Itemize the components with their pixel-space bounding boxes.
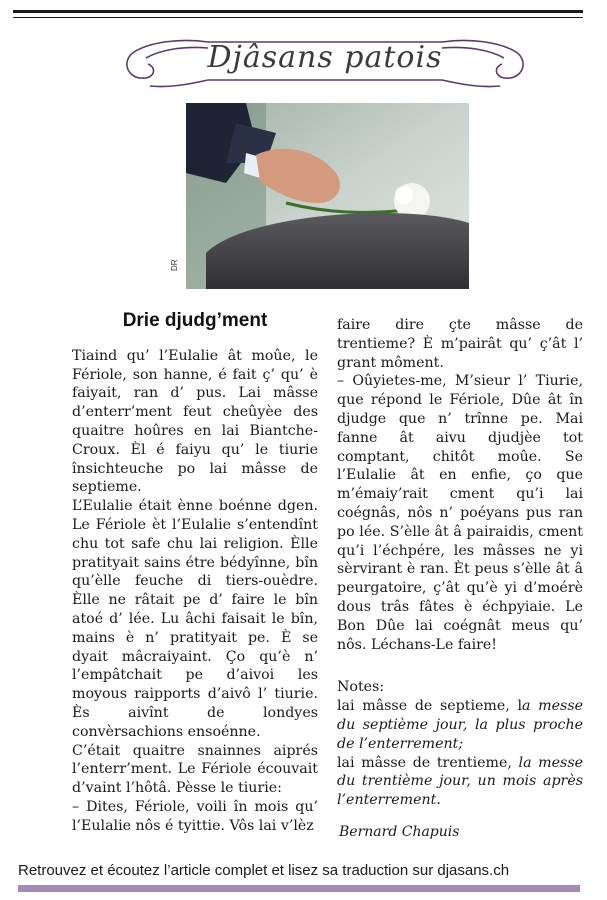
note-1-definition: a messe du septième jour, la plus proche de l’enterrement; xyxy=(337,698,583,752)
note-2-term: lai mâsse de trentieme, xyxy=(337,754,519,771)
article-column-right xyxy=(337,316,583,810)
article-column-left xyxy=(72,302,318,836)
article-paragraph-4-continued: faire dire çte mâsse de trentieme? È m’pairât qu’ ç’ât l’ grant môment. xyxy=(337,317,583,371)
top-rule-thick xyxy=(13,10,583,13)
article-paragraph-4: – Dites, Fériole, voili în mois qu’ l’Eulalie nôs é tyittie. Vôs lai v’lèz xyxy=(72,798,318,834)
photo-credit: DR xyxy=(170,259,179,271)
author-name: Bernard Chapuis xyxy=(339,824,460,840)
notes-label: Notes: xyxy=(337,679,385,696)
note-2 xyxy=(337,754,583,810)
note-1 xyxy=(337,697,583,753)
note-2-definition: la messe du trentième jour, un mois après l’enterrement. xyxy=(337,754,583,809)
top-rule-thin xyxy=(13,17,583,18)
masthead xyxy=(120,28,530,94)
footer-accent-bar xyxy=(18,885,580,892)
article-paragraph-3: C’était quaitre snainnes aiprés l’enterr’ment. Le Fériole écouvait d’vaint l’hôtâ. Pèsse le tiurie: xyxy=(72,742,318,797)
note-1-term: lai mâsse de septieme, l xyxy=(337,698,523,715)
article-photo xyxy=(186,103,469,289)
article-author xyxy=(337,824,583,840)
article-paragraph-5: – Oûyietes-me, M’sieur l’ Tiurie, que répond le Fériole, Dûe ât în djudge que n’ trînne pe. Mai fanne ât aivu djudjèe tot comptant, chitôt moûe. Se l’Eulalie ât en enfie, ço que m’émaiy’rait cment qu’i lai coégnâs, nôs n’ poéyans pus ran po lée. S’èlle ât â pairaidis, cment qu’i l’échpére, les mâsses ne yi sèrvirant è ran. Èt peus s’èlle ât â peurgatoire, ç’ât qu’è yi d’moérè dous trâs fâtes è échpyiaie. Le Bon Dûe lai coégnât meus qu’ nôs. Léchans-Le faire! xyxy=(337,373,583,653)
article-paragraph-1: Tiaind qu’ l’Eulalie ât moûe, le Fériole, son hanne, é fait ç’ qu’ è faiyait, ran d’ pus. Lai mâsse d’enterr’ment feut cheûyèe des quaitre hoûres en lai Biantche-Croux. Èl é faiyu qu’ le tiurie însichteuche po lai mâsse de septieme. xyxy=(72,347,318,496)
article-headline: Drie djudg’ment xyxy=(122,310,268,331)
masthead-title: Djâsans patois xyxy=(207,40,443,75)
footer-link-text[interactable]: Retrouvez et écoutez l’article complet et lisez sa traduction sur djasans.ch xyxy=(18,862,510,879)
article-paragraph-2: L’Eulalie était ènne boénne dgen. Le Fériole èt l’Eulalie s’entendînt chu tot safe chu lai religion. Èlle pratityait sains étre bédyînne, bîn qu’èlle feuche di tiers-ouèdre. Èlle ne râtait pe d’ faire le bîn atoé d’ lée. Lu âchi faisait le bîn, mains è n’ pratityait pe. È se dyait mâcraiyaint. Ço qu’è n’ l’empâtchait pe d’aivoi les moyous raipports d’aivô l’ tiurie. Ès aivînt de londyes convèrsachions ensoénne. xyxy=(72,498,318,740)
